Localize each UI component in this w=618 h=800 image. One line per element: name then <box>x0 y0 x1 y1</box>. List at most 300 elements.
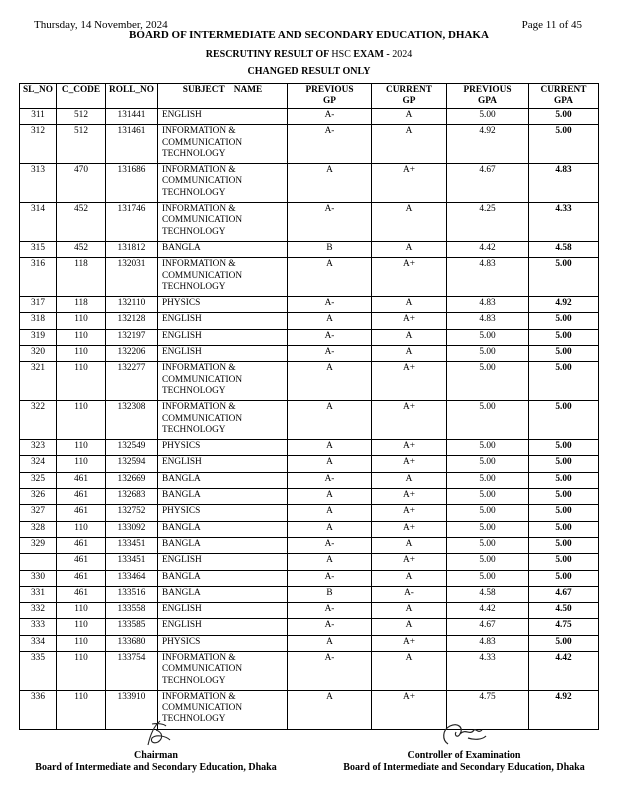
roll-cell: 132031 <box>106 258 158 297</box>
controller-title: Controller of Examination <box>407 750 521 761</box>
cur-gp-cell: A+ <box>372 635 447 651</box>
subject-line: ENGLISH <box>162 110 202 120</box>
prev-gp-cell: A <box>288 521 372 537</box>
table-row <box>20 440 599 456</box>
subject-cell <box>158 109 288 125</box>
chairman-signature-block <box>0 718 312 773</box>
cur-gpa-cell: 4.92 <box>529 297 599 313</box>
subject-cell <box>158 489 288 505</box>
subject-line: COMMUNICATION <box>162 137 243 148</box>
prev-gp-cell: A <box>288 164 372 203</box>
roll-cell: 131746 <box>106 203 158 242</box>
subject-cell <box>158 505 288 521</box>
subject-line: TECHNOLOGY <box>162 281 226 292</box>
table-row <box>20 603 599 619</box>
prev-gp-cell: A <box>288 362 372 401</box>
subject-line: BANGLA <box>162 522 201 533</box>
subject-line: ENGLISH <box>162 330 202 341</box>
sl-cell: 334 <box>20 635 57 651</box>
board-title: BOARD OF INTERMEDIATE AND SECONDARY EDUCATION, DHAKA <box>129 29 489 41</box>
subject-cell <box>158 164 288 203</box>
subject-line: BANGLA <box>162 473 201 484</box>
table-row <box>20 203 599 242</box>
roll-cell: 133451 <box>106 554 158 570</box>
subject-cell <box>158 329 288 345</box>
prev-gpa-cell: 4.58 <box>447 586 529 602</box>
subject-line: BANGLA <box>162 490 201 501</box>
table-row <box>20 297 599 313</box>
roll-cell: 133092 <box>106 521 158 537</box>
cur-gpa-cell: 4.92 <box>529 690 599 729</box>
subject-line: ENGLISH <box>162 604 202 615</box>
sl-cell: 332 <box>20 603 57 619</box>
subject-cell <box>158 635 288 651</box>
subject-cell <box>158 346 288 362</box>
result-subtitle: CHANGED RESULT ONLY <box>247 66 371 77</box>
prev-gpa-cell: 5.00 <box>447 346 529 362</box>
subject-cell <box>158 456 288 472</box>
prev-gp-cell: A- <box>288 329 372 345</box>
subject-line: COMMUNICATION <box>162 664 243 675</box>
prev-gpa-cell: 5.00 <box>447 505 529 521</box>
subject-cell <box>158 570 288 586</box>
roll-cell: 132549 <box>106 440 158 456</box>
prev-gp-cell: A <box>288 440 372 456</box>
prev-gp-cell: A <box>288 554 372 570</box>
subject-line: BANGLA <box>162 538 201 549</box>
prev-gp-cell: A- <box>288 570 372 586</box>
cur-gp-cell: A <box>372 241 447 257</box>
subject-line: COMMUNICATION <box>162 374 243 385</box>
table-row <box>20 456 599 472</box>
table-row <box>20 505 599 521</box>
cur-gp-cell: A+ <box>372 362 447 401</box>
table-header-row <box>20 84 599 109</box>
results-table <box>19 83 599 730</box>
ccode-cell: 110 <box>57 346 106 362</box>
sl-cell: 325 <box>20 472 57 488</box>
ccode-cell: 461 <box>57 586 106 602</box>
sl-cell: 321 <box>20 362 57 401</box>
col-header-text: GP <box>323 96 336 106</box>
prev-gpa-cell: 5.00 <box>447 537 529 553</box>
subject-line: INFORMATION & <box>162 204 236 215</box>
col-header-text: ROLL_NO <box>109 85 154 95</box>
cur-gp-cell: A <box>372 109 447 125</box>
controller-organization: Board of Intermediate and Secondary Education, Dhaka <box>343 762 585 773</box>
chairman-organization: Board of Intermediate and Secondary Education, Dhaka <box>35 762 277 773</box>
cur-gp-cell: A <box>372 125 447 164</box>
prev-gp-cell: A <box>288 258 372 297</box>
subject-line: INFORMATION & <box>162 259 236 270</box>
cur-gpa-cell: 5.00 <box>529 440 599 456</box>
subject-cell <box>158 401 288 440</box>
sl-cell: 313 <box>20 164 57 203</box>
subject-line: ENGLISH <box>162 347 202 358</box>
subject-cell <box>158 241 288 257</box>
prev-gp-cell: A <box>288 489 372 505</box>
ccode-cell: 452 <box>57 241 106 257</box>
cur-gpa-cell: 4.67 <box>529 586 599 602</box>
roll-cell: 133585 <box>106 619 158 635</box>
prev-gpa-cell: 5.00 <box>447 401 529 440</box>
subject-line: INFORMATION & <box>162 165 236 176</box>
roll-cell: 132197 <box>106 329 158 345</box>
roll-cell: 133754 <box>106 651 158 690</box>
sl-cell: 318 <box>20 313 57 329</box>
subject-line: INFORMATION & <box>162 691 236 702</box>
subject-line: INFORMATION & <box>162 363 236 374</box>
chairman-title: Chairman <box>134 750 178 761</box>
cur-gp-cell: A+ <box>372 401 447 440</box>
subject-line: INFORMATION & <box>162 126 236 137</box>
col-header-text: SUBJECT NAME <box>182 85 263 95</box>
subject-line: PHYSICS <box>162 441 201 452</box>
prev-gp-cell: A- <box>288 619 372 635</box>
cur-gp-cell: A+ <box>372 690 447 729</box>
sl-cell: 323 <box>20 440 57 456</box>
sl-cell: 335 <box>20 651 57 690</box>
cur-gp-cell: A <box>372 297 447 313</box>
sl-cell: 317 <box>20 297 57 313</box>
col-header-sl <box>20 84 57 109</box>
cur-gpa-cell: 5.00 <box>529 258 599 297</box>
table-row <box>20 554 599 570</box>
prev-gpa-cell: 4.83 <box>447 635 529 651</box>
sl-cell: 327 <box>20 505 57 521</box>
ccode-cell: 512 <box>57 125 106 164</box>
subject-line: TECHNOLOGY <box>162 148 226 159</box>
ccode-cell: 110 <box>57 619 106 635</box>
table-row <box>20 570 599 586</box>
subject-line: INFORMATION & <box>162 402 236 413</box>
ccode-cell: 110 <box>57 313 106 329</box>
table-row <box>20 164 599 203</box>
ccode-cell: 110 <box>57 440 106 456</box>
subject-line: TECHNOLOGY <box>162 675 226 686</box>
sl-cell: 324 <box>20 456 57 472</box>
subject-line: TECHNOLOGY <box>162 714 226 725</box>
prev-gpa-cell: 4.67 <box>447 164 529 203</box>
subject-line: ENGLISH <box>162 457 202 468</box>
prev-gpa-cell: 4.25 <box>447 203 529 242</box>
sl-cell: 315 <box>20 241 57 257</box>
cur-gp-cell: A <box>372 570 447 586</box>
cur-gpa-cell: 5.00 <box>529 313 599 329</box>
sl-cell: 316 <box>20 258 57 297</box>
subject-cell <box>158 603 288 619</box>
prev-gp-cell: B <box>288 241 372 257</box>
ccode-cell: 461 <box>57 489 106 505</box>
cur-gpa-cell: 5.00 <box>529 489 599 505</box>
prev-gpa-cell: 4.92 <box>447 125 529 164</box>
print-date: Thursday, 14 November, 2024 <box>34 19 168 31</box>
cur-gpa-cell: 5.00 <box>529 346 599 362</box>
prev-gpa-cell: 5.00 <box>447 456 529 472</box>
roll-cell: 133451 <box>106 537 158 553</box>
col-header-text: C_CODE <box>61 85 101 95</box>
subject-cell <box>158 125 288 164</box>
sl-cell: 311 <box>20 109 57 125</box>
prev-gpa-cell: 4.83 <box>447 313 529 329</box>
cur-gpa-cell: 5.00 <box>529 570 599 586</box>
col-header-prev-gp <box>288 84 372 109</box>
ccode-cell: 461 <box>57 570 106 586</box>
ccode-cell: 118 <box>57 297 106 313</box>
prev-gp-cell: A- <box>288 203 372 242</box>
col-header-cur-gp <box>372 84 447 109</box>
table-body <box>20 109 599 730</box>
table-row <box>20 109 599 125</box>
col-header-text: GP <box>402 96 416 106</box>
roll-cell: 132752 <box>106 505 158 521</box>
cur-gpa-cell: 5.00 <box>529 362 599 401</box>
table-row <box>20 313 599 329</box>
subject-line: BANGLA <box>162 571 201 582</box>
roll-cell: 133680 <box>106 635 158 651</box>
prev-gpa-cell: 5.00 <box>447 440 529 456</box>
sl-cell: 320 <box>20 346 57 362</box>
ccode-cell: 110 <box>57 329 106 345</box>
ccode-cell: 110 <box>57 401 106 440</box>
sl-cell: 312 <box>20 125 57 164</box>
subject-line: ENGLISH <box>162 620 202 631</box>
prev-gpa-cell: 5.00 <box>447 109 529 125</box>
sl-cell: 336 <box>20 690 57 729</box>
prev-gp-cell: A- <box>288 651 372 690</box>
col-header-ccode <box>57 84 106 109</box>
ccode-cell: 461 <box>57 505 106 521</box>
prev-gp-cell: A- <box>288 346 372 362</box>
cur-gpa-cell: 5.00 <box>529 456 599 472</box>
sl-cell: 333 <box>20 619 57 635</box>
prev-gp-cell: A <box>288 690 372 729</box>
subject-cell <box>158 651 288 690</box>
subject-line: PHYSICS <box>162 636 201 647</box>
subject-line: TECHNOLOGY <box>162 226 226 237</box>
ccode-cell: 110 <box>57 635 106 651</box>
prev-gp-cell: A- <box>288 537 372 553</box>
subject-line: COMMUNICATION <box>162 413 243 424</box>
table-row <box>20 329 599 345</box>
ccode-cell: 118 <box>57 258 106 297</box>
ccode-cell: 110 <box>57 456 106 472</box>
cur-gp-cell: A <box>372 603 447 619</box>
cur-gp-cell: A <box>372 472 447 488</box>
roll-cell: 133910 <box>106 690 158 729</box>
cur-gpa-cell: 5.00 <box>529 401 599 440</box>
sl-cell: 322 <box>20 401 57 440</box>
sl-cell: 326 <box>20 489 57 505</box>
subject-cell <box>158 586 288 602</box>
table-row <box>20 346 599 362</box>
subject-line: ENGLISH <box>162 555 202 566</box>
cur-gpa-cell: 5.00 <box>529 537 599 553</box>
ccode-cell: 470 <box>57 164 106 203</box>
prev-gp-cell: A <box>288 313 372 329</box>
sl-cell: 331 <box>20 586 57 602</box>
prev-gpa-cell: 4.83 <box>447 258 529 297</box>
cur-gp-cell: A+ <box>372 521 447 537</box>
prev-gpa-cell: 5.00 <box>447 472 529 488</box>
prev-gp-cell: A- <box>288 109 372 125</box>
prev-gpa-cell: 4.42 <box>447 241 529 257</box>
roll-cell: 131686 <box>106 164 158 203</box>
controller-signature <box>438 718 490 748</box>
ccode-cell: 461 <box>57 554 106 570</box>
sl-cell: 314 <box>20 203 57 242</box>
page-number: Page 11 of 45 <box>521 19 582 31</box>
sl-cell <box>20 554 57 570</box>
subject-line: PHYSICS <box>162 506 201 517</box>
prev-gp-cell: A <box>288 456 372 472</box>
cur-gpa-cell: 4.42 <box>529 651 599 690</box>
table-row <box>20 258 599 297</box>
table-row <box>20 537 599 553</box>
subject-cell <box>158 619 288 635</box>
ccode-cell: 110 <box>57 603 106 619</box>
table-row <box>20 635 599 651</box>
roll-cell: 131812 <box>106 241 158 257</box>
table-row <box>20 651 599 690</box>
subject-line: INFORMATION & <box>162 652 236 663</box>
cur-gp-cell: A <box>372 329 447 345</box>
cur-gp-cell: A <box>372 651 447 690</box>
prev-gp-cell: A- <box>288 297 372 313</box>
col-header-text: SL_NO <box>23 85 53 95</box>
subject-cell <box>158 440 288 456</box>
prev-gp-cell: A- <box>288 603 372 619</box>
cur-gpa-cell: 5.00 <box>529 635 599 651</box>
prev-gpa-cell: 4.42 <box>447 603 529 619</box>
subject-line: COMMUNICATION <box>162 215 243 226</box>
cur-gp-cell: A <box>372 537 447 553</box>
result-title-part: EXAM - <box>350 49 393 60</box>
ccode-cell: 461 <box>57 472 106 488</box>
cur-gpa-cell: 5.00 <box>529 109 599 125</box>
subject-line: TECHNOLOGY <box>162 385 226 396</box>
table-row <box>20 489 599 505</box>
roll-cell: 133516 <box>106 586 158 602</box>
subject-line: PHYSICS <box>162 298 201 309</box>
col-header-roll <box>106 84 158 109</box>
cur-gp-cell: A+ <box>372 554 447 570</box>
cur-gp-cell: A <box>372 619 447 635</box>
subject-line: COMMUNICATION <box>162 176 243 187</box>
table-row <box>20 125 599 164</box>
subject-line: BANGLA <box>162 587 201 598</box>
table-row <box>20 619 599 635</box>
subject-cell <box>158 537 288 553</box>
col-header-text: GPA <box>554 96 573 106</box>
cur-gp-cell: A <box>372 346 447 362</box>
ccode-cell: 110 <box>57 690 106 729</box>
col-header-prev-gpa <box>447 84 529 109</box>
sl-cell: 319 <box>20 329 57 345</box>
subject-line: ENGLISH <box>162 314 202 325</box>
prev-gpa-cell: 4.83 <box>447 297 529 313</box>
subject-cell <box>158 203 288 242</box>
cur-gpa-cell: 5.00 <box>529 472 599 488</box>
subject-cell <box>158 297 288 313</box>
roll-cell: 132308 <box>106 401 158 440</box>
prev-gpa-cell: 4.67 <box>447 619 529 635</box>
cur-gpa-cell: 5.00 <box>529 554 599 570</box>
roll-cell: 132594 <box>106 456 158 472</box>
roll-cell: 132277 <box>106 362 158 401</box>
cur-gpa-cell: 4.33 <box>529 203 599 242</box>
cur-gp-cell: A- <box>372 586 447 602</box>
roll-cell: 132206 <box>106 346 158 362</box>
ccode-cell: 461 <box>57 537 106 553</box>
exam-year: 2024 <box>392 49 413 60</box>
prev-gp-cell: B <box>288 586 372 602</box>
col-header-cur-gpa <box>529 84 599 109</box>
prev-gpa-cell: 5.00 <box>447 489 529 505</box>
cur-gp-cell: A+ <box>372 313 447 329</box>
roll-cell: 131441 <box>106 109 158 125</box>
subject-cell <box>158 472 288 488</box>
chairman-signature <box>136 718 176 748</box>
cur-gpa-cell: 4.83 <box>529 164 599 203</box>
roll-cell: 132128 <box>106 313 158 329</box>
prev-gp-cell: A <box>288 505 372 521</box>
controller-signature-block <box>310 718 618 773</box>
exam-name: HSC <box>331 49 351 60</box>
cur-gpa-cell: 5.00 <box>529 505 599 521</box>
prev-gpa-cell: 5.00 <box>447 362 529 401</box>
subject-line: COMMUNICATION <box>162 703 243 714</box>
cur-gp-cell: A+ <box>372 440 447 456</box>
subject-cell <box>158 554 288 570</box>
subject-cell <box>158 258 288 297</box>
cur-gpa-cell: 5.00 <box>529 125 599 164</box>
sl-cell: 330 <box>20 570 57 586</box>
prev-gp-cell: A- <box>288 472 372 488</box>
roll-cell: 131461 <box>106 125 158 164</box>
prev-gpa-cell: 4.75 <box>447 690 529 729</box>
prev-gpa-cell: 5.00 <box>447 521 529 537</box>
col-header-text: CURRENT <box>386 85 432 95</box>
roll-cell: 133558 <box>106 603 158 619</box>
cur-gp-cell: A+ <box>372 164 447 203</box>
col-header-subject <box>158 84 288 109</box>
table-row <box>20 362 599 401</box>
prev-gp-cell: A- <box>288 125 372 164</box>
sl-cell: 329 <box>20 537 57 553</box>
cur-gp-cell: A+ <box>372 489 447 505</box>
ccode-cell: 110 <box>57 521 106 537</box>
col-header-text: GPA <box>478 96 497 106</box>
cur-gpa-cell: 4.58 <box>529 241 599 257</box>
prev-gpa-cell: 4.33 <box>447 651 529 690</box>
subject-line: BANGLA <box>162 242 201 253</box>
result-title <box>0 49 618 60</box>
subject-cell <box>158 521 288 537</box>
subject-cell <box>158 313 288 329</box>
prev-gpa-cell: 5.00 <box>447 570 529 586</box>
subject-line: TECHNOLOGY <box>162 424 226 435</box>
cur-gp-cell: A+ <box>372 505 447 521</box>
subject-line: TECHNOLOGY <box>162 187 226 198</box>
cur-gpa-cell: 5.00 <box>529 329 599 345</box>
cur-gpa-cell: 5.00 <box>529 521 599 537</box>
subject-cell <box>158 362 288 401</box>
subject-line: COMMUNICATION <box>162 270 243 281</box>
col-header-text: PREVIOUS <box>463 85 512 95</box>
roll-cell: 132110 <box>106 297 158 313</box>
cur-gpa-cell: 4.75 <box>529 619 599 635</box>
